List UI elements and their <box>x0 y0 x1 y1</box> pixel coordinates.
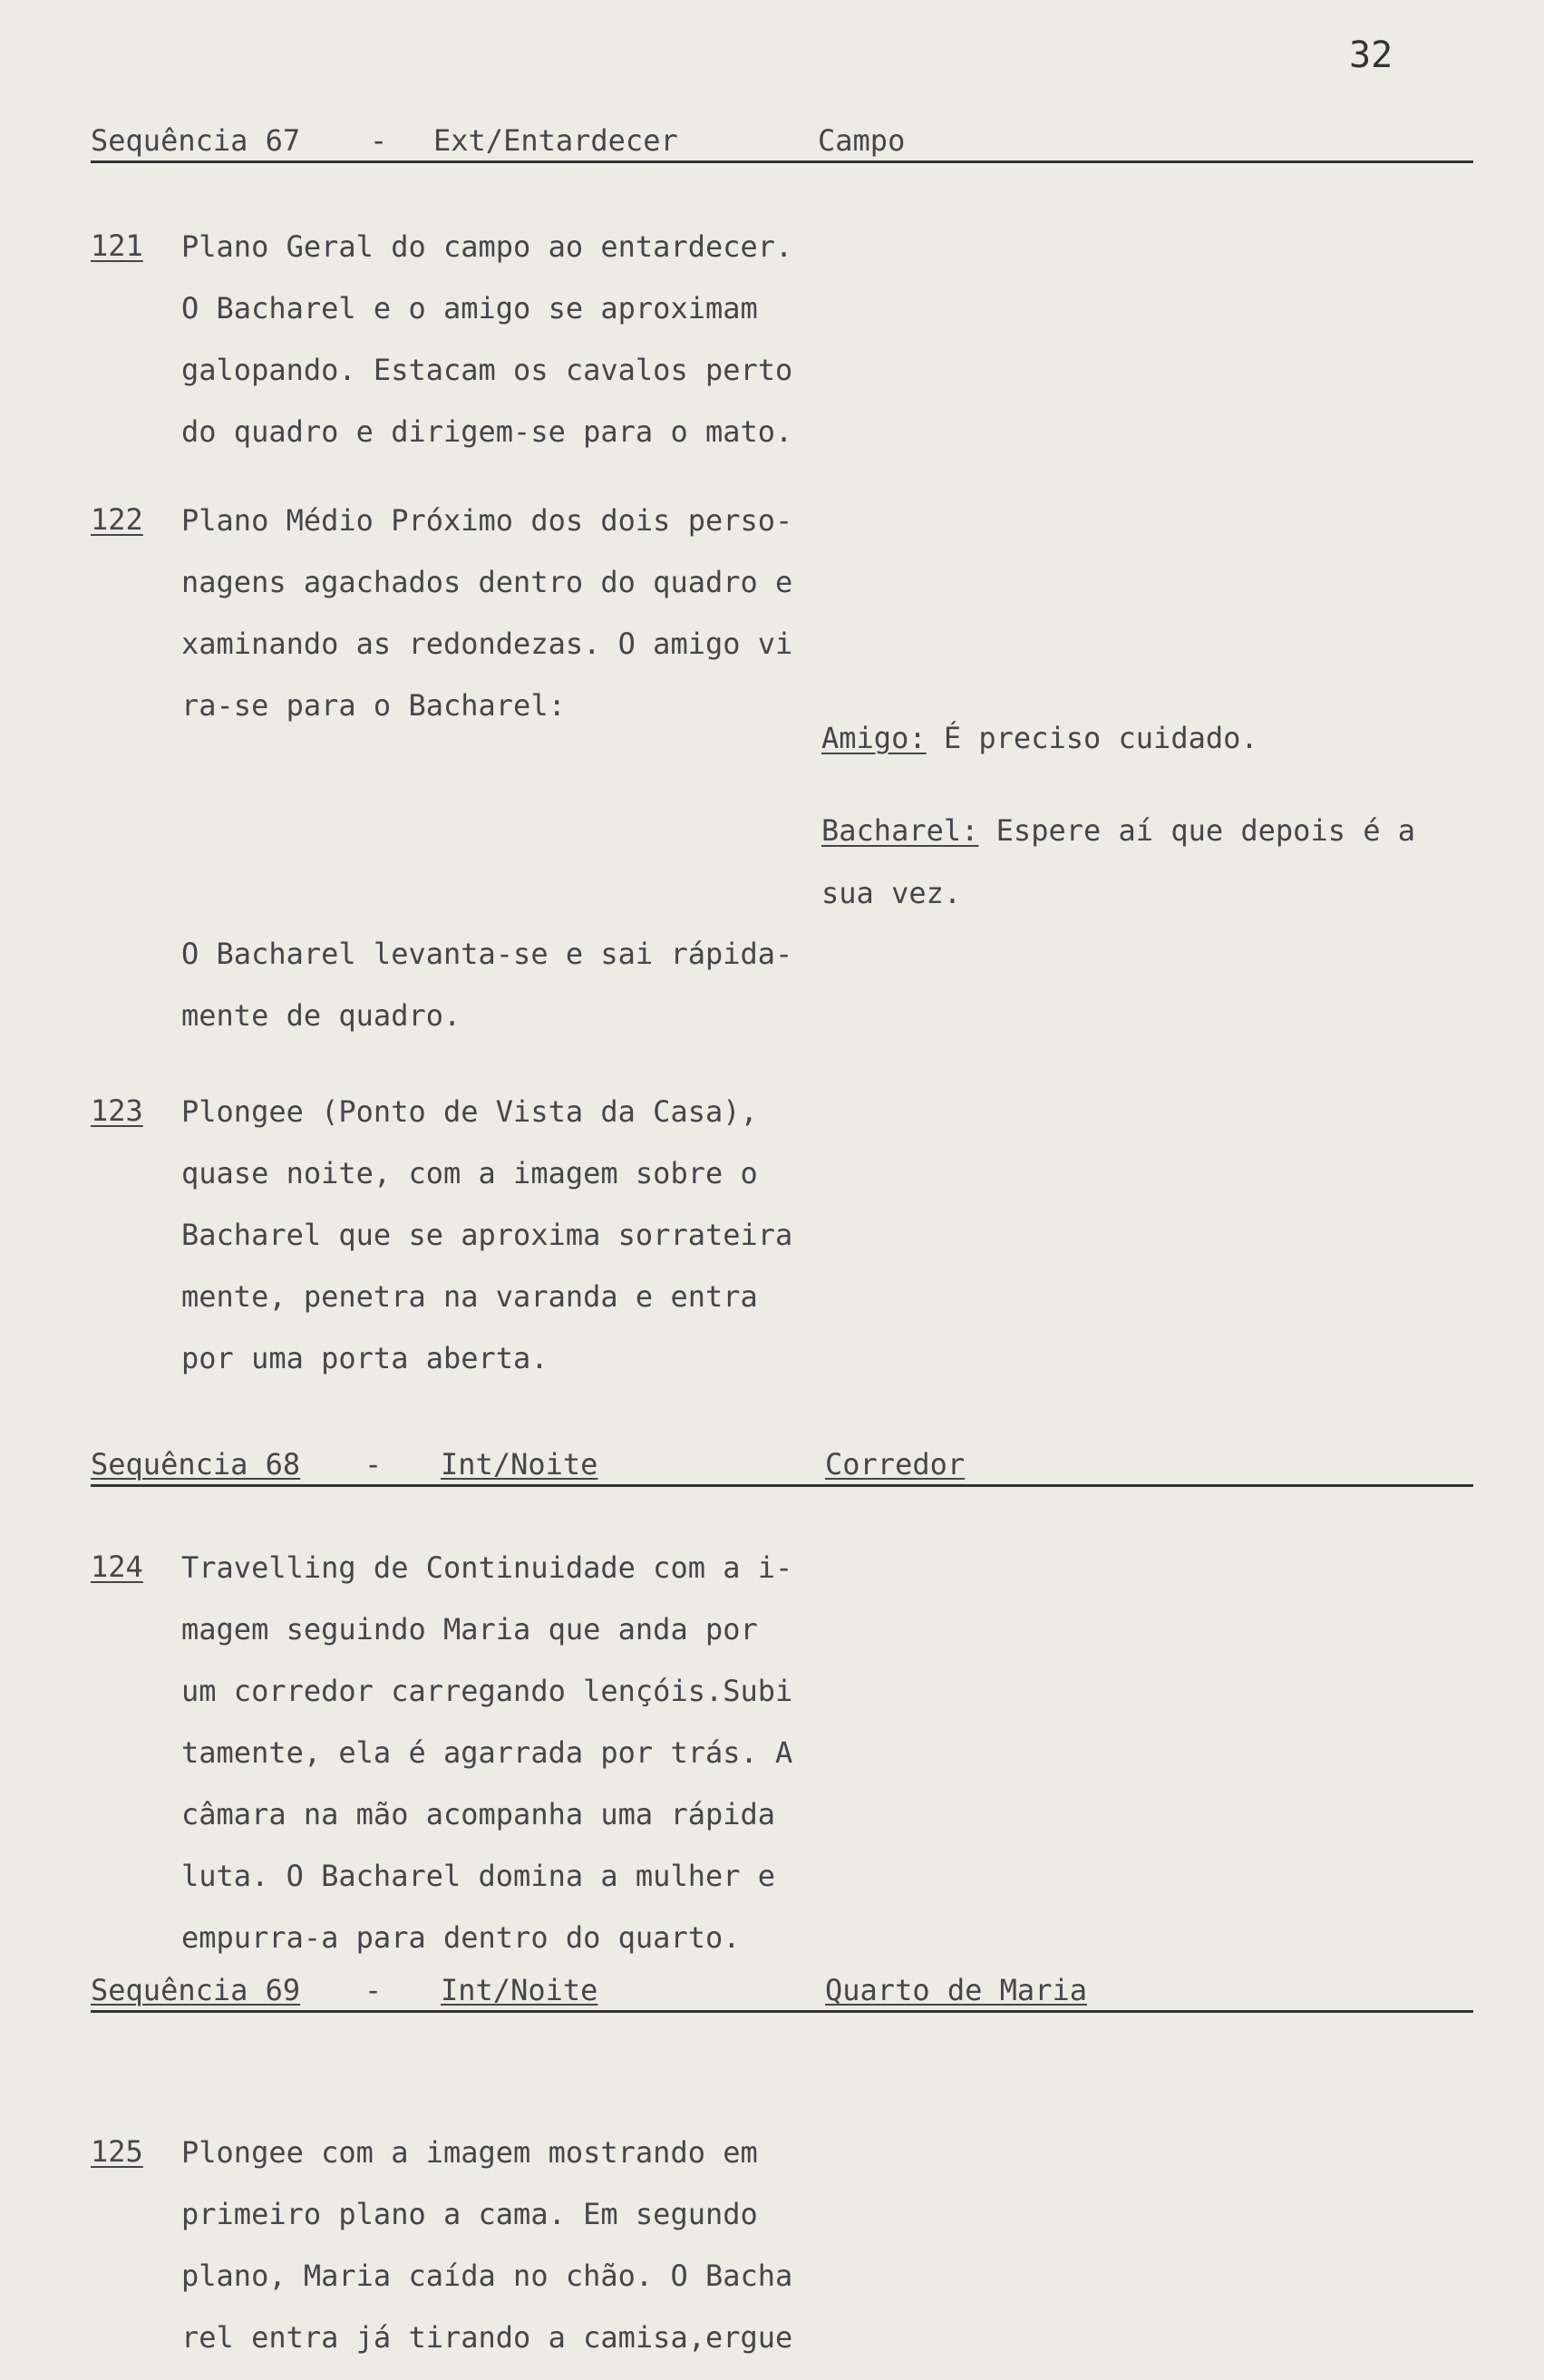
dialogue-bacharel <box>821 800 1415 861</box>
text-line: Bacharel que se aproxima sorrateira <box>181 1218 793 1252</box>
text-line: um corredor carregando lençóis.Subi <box>181 1674 793 1708</box>
text-line: galopando. Estacam os cavalos perto <box>181 353 793 387</box>
sequence-header-68 <box>91 1442 1473 1487</box>
text-line: mente de quadro. <box>181 998 461 1033</box>
text-line: O Bacharel levanta-se e sai rápida- <box>181 937 793 971</box>
text-line: Travelling de Continuidade com a i- <box>181 1550 793 1585</box>
sequence-label: Sequência 67 <box>91 123 301 158</box>
shot-number-123: 123 <box>91 1093 143 1128</box>
shot-number-121: 121 <box>91 228 143 263</box>
text-line: tamente, ela é agarrada por trás. A <box>181 1735 793 1770</box>
text-line: rel entra já tirando a camisa,ergue <box>181 2320 793 2355</box>
text-line: ra-se para o Bacharel: <box>181 688 566 723</box>
dialogue-continuation: sua vez. <box>821 876 962 910</box>
sequence-label: Sequência 69 <box>91 1973 301 2007</box>
shot-122-description <box>181 490 852 736</box>
sequence-location: Campo <box>818 123 906 158</box>
dialogue-amigo <box>821 707 1258 769</box>
sequence-header-69 <box>91 1967 1473 2013</box>
text-line: mente, penetra na varanda e entra <box>181 1279 758 1314</box>
text-line: nagens agachados dentro do quadro e <box>181 565 793 599</box>
text-line: por uma porta aberta. <box>181 1341 549 1375</box>
header-rule <box>91 1484 1473 1487</box>
text-line: Plano Geral do campo ao entardecer. <box>181 229 793 264</box>
text-line: primeiro plano a cama. Em segundo <box>181 2197 758 2231</box>
sequence-type: Int/Noite <box>441 1973 598 2007</box>
sequence-dash: - <box>364 1447 383 1481</box>
shot-121-description <box>181 216 852 462</box>
shot-125-description <box>181 2122 852 2368</box>
text-line: Plongee (Ponto de Vista da Casa), <box>181 1094 758 1129</box>
text-line: O Bacharel e o amigo se aproximam <box>181 291 758 325</box>
text-line: luta. O Bacharel domina a mulher e <box>181 1859 776 1893</box>
shot-number-122: 122 <box>91 502 143 537</box>
sequence-dash: - <box>364 1973 383 2007</box>
sequence-label: Sequência 68 <box>91 1447 301 1481</box>
text-line: do quadro e dirigem-se para o mato. <box>181 414 793 449</box>
header-rule <box>91 2010 1473 2013</box>
text-line: plano, Maria caída no chão. O Bacha <box>181 2259 793 2293</box>
dialogue-text: Espere aí que depois é a <box>978 813 1416 848</box>
shot-number-125: 125 <box>91 2134 143 2169</box>
speaker-name: Bacharel: <box>821 813 979 848</box>
text-line: empurra-a para dentro do quarto. <box>181 1920 741 1955</box>
sequence-type: Ext/Entardecer <box>433 123 678 158</box>
shot-122-action <box>181 923 852 1046</box>
sequence-header-67 <box>91 118 1473 163</box>
shot-123-description <box>181 1081 852 1389</box>
sequence-location: Corredor <box>825 1447 966 1481</box>
header-rule <box>91 160 1473 163</box>
text-line: Plongee com a imagem mostrando em <box>181 2135 758 2170</box>
shot-number-124: 124 <box>91 1549 143 1584</box>
text-line: Plano Médio Próximo dos dois perso- <box>181 503 793 538</box>
sequence-type: Int/Noite <box>441 1447 598 1481</box>
sequence-location: Quarto de Maria <box>825 1973 1087 2007</box>
page-number: 32 <box>1349 34 1393 76</box>
speaker-name: Amigo: <box>821 721 927 755</box>
sequence-dash: - <box>370 123 388 158</box>
text-line: câmara na mão acompanha uma rápida <box>181 1797 776 1831</box>
dialogue-text: É preciso cuidado. <box>926 721 1258 755</box>
text-line: quase noite, com a imagem sobre o <box>181 1156 758 1190</box>
text-line: xaminando as redondezas. O amigo vi <box>181 627 793 661</box>
shot-124-description <box>181 1537 852 1968</box>
text-line: magem seguindo Maria que anda por <box>181 1612 758 1647</box>
